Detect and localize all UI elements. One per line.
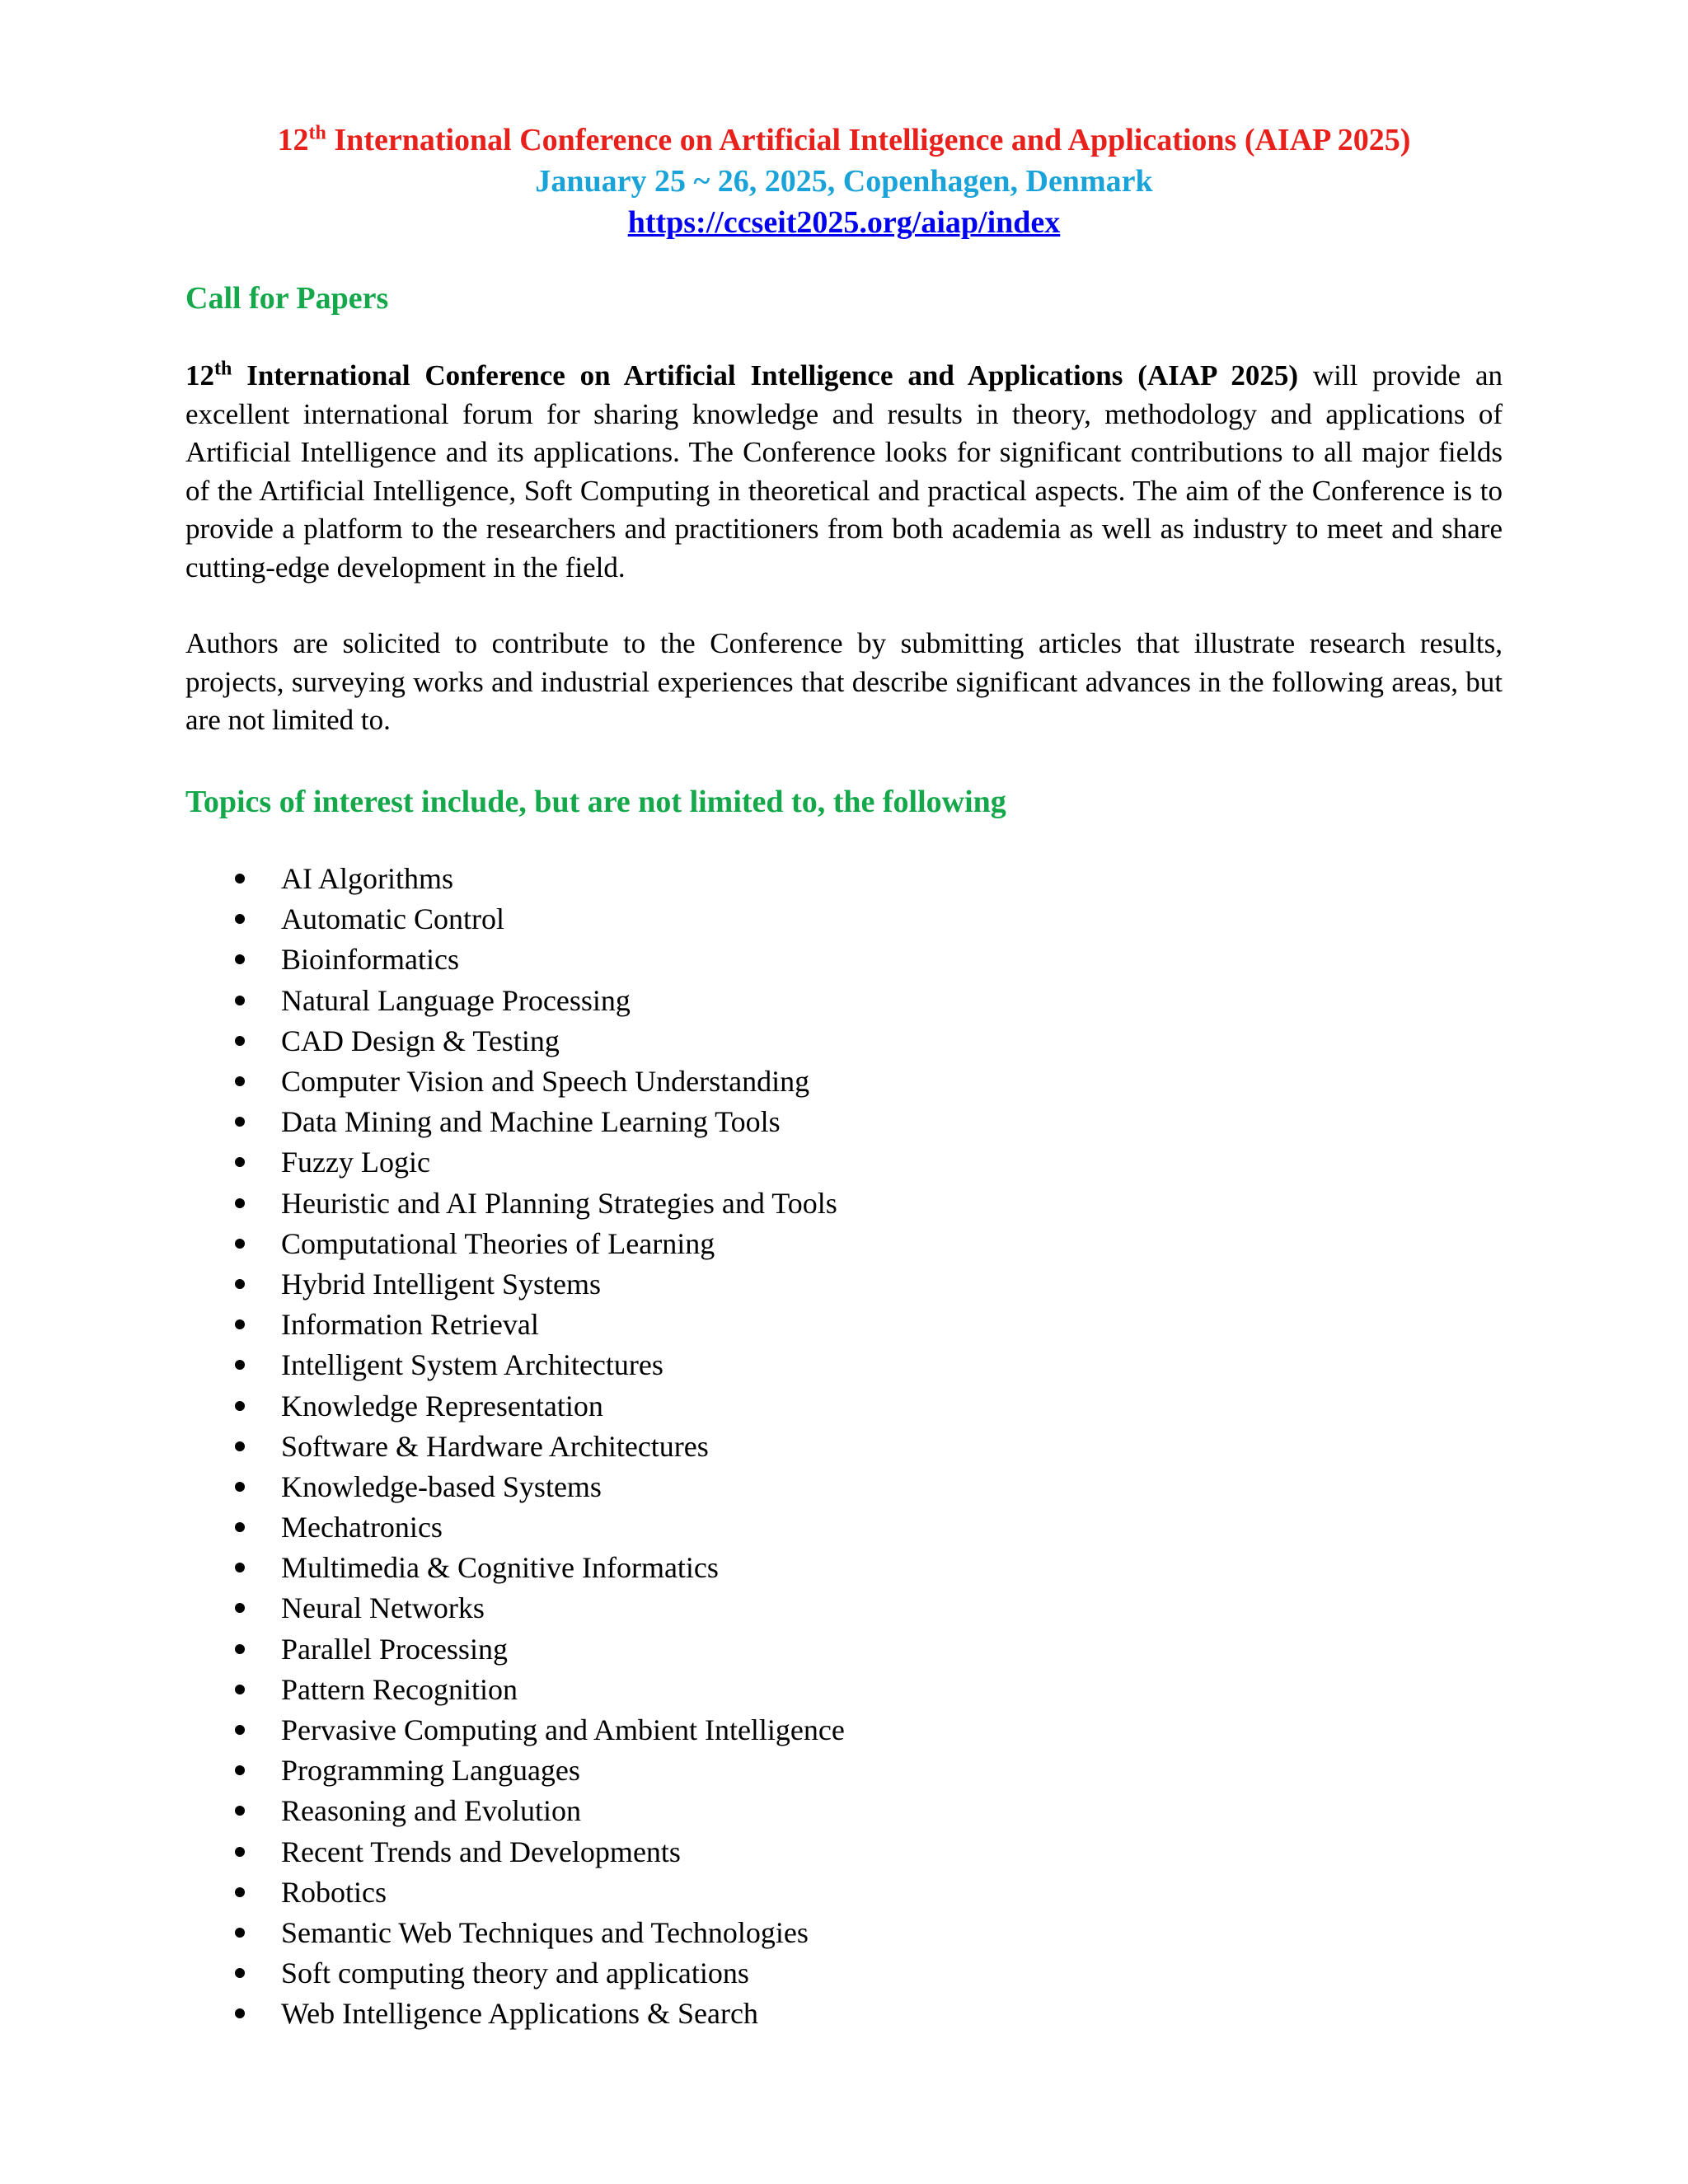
- bullet-icon: [235, 1441, 245, 1451]
- topic-label: Hybrid Intelligent Systems: [281, 1267, 601, 1301]
- list-item: [185, 1263, 1503, 1304]
- list-item: [185, 1548, 1503, 1588]
- list-item: [185, 1791, 1503, 1831]
- bullet-icon: [235, 1644, 245, 1654]
- title-ordinal-suffix: th: [308, 122, 326, 144]
- topic-label: Semantic Web Techniques and Technologies: [281, 1915, 809, 1949]
- topic-label: Reasoning and Evolution: [281, 1794, 581, 1828]
- topic-label: Programming Languages: [281, 1754, 580, 1788]
- bullet-icon: [235, 914, 245, 924]
- bullet-icon: [235, 1198, 245, 1208]
- topic-label: Robotics: [281, 1875, 387, 1909]
- bullet-icon: [235, 1887, 245, 1897]
- bullet-icon: [235, 1401, 245, 1411]
- intro-bold-text: International Conference on Artificial Intelligence and Applications (AIAP 2025): [232, 359, 1299, 391]
- bullet-icon: [235, 1685, 245, 1694]
- topic-label: Computer Vision and Speech Understanding: [281, 1065, 810, 1099]
- call-for-papers-heading: Call for Papers: [185, 281, 389, 316]
- topic-label: Pervasive Computing and Ambient Intelligence: [281, 1713, 845, 1747]
- topic-label: Pattern Recognition: [281, 1672, 518, 1706]
- intro-paragraph: [185, 357, 1503, 587]
- list-item: [185, 1588, 1503, 1629]
- list-item: [185, 1385, 1503, 1426]
- topics-list: [185, 859, 1503, 2034]
- topic-label: Fuzzy Logic: [281, 1146, 430, 1179]
- conference-title: [185, 120, 1503, 161]
- topic-label: Intelligent System Architectures: [281, 1348, 663, 1382]
- conference-url-link[interactable]: https://ccseit2025.org/aiap/index: [627, 205, 1061, 240]
- bullet-icon: [235, 1036, 245, 1046]
- bullet-icon: [235, 1239, 245, 1249]
- list-item: [185, 1709, 1503, 1750]
- topic-label: CAD Design & Testing: [281, 1024, 560, 1057]
- bullet-icon: [235, 1117, 245, 1127]
- list-item: [185, 1345, 1503, 1385]
- list-item: [185, 1102, 1503, 1142]
- bullet-icon: [235, 874, 245, 883]
- list-item: [185, 1912, 1503, 1952]
- bullet-icon: [235, 1360, 245, 1370]
- topics-heading: Topics of interest include, but are not limited to, the following: [185, 784, 1006, 819]
- topic-label: Natural Language Processing: [281, 983, 631, 1017]
- list-item: [185, 859, 1503, 899]
- list-item: [185, 1669, 1503, 1709]
- list-item: [185, 1020, 1503, 1061]
- topic-label: Bioinformatics: [281, 943, 459, 977]
- topic-label: Information Retrieval: [281, 1308, 539, 1342]
- list-item: [185, 1507, 1503, 1548]
- bullet-icon: [235, 1765, 245, 1775]
- bullet-icon: [235, 1928, 245, 1938]
- list-item: [185, 1953, 1503, 1994]
- intro-body-text: will provide an excellent international forum for sharing knowledge and results in theory, methodology and applications of Artificial Intelligence and its applications. The Conference looks for significant contributions to all major fields of the Artificial Intelligence, Soft Computing in theoretical and practical aspects. The aim of the Conference is to provide a platform to the researchers and practitioners from both academia as well as industry to meet and share cutting-edge development in the field.: [185, 359, 1503, 583]
- list-item: [185, 1629, 1503, 1669]
- conference-date-location: January 25 ~ 26, 2025, Copenhagen, Denmark: [535, 164, 1153, 199]
- topic-label: Heuristic and AI Planning Strategies and Tools: [281, 1186, 837, 1220]
- topic-label: Data Mining and Machine Learning Tools: [281, 1105, 781, 1139]
- topic-label: Parallel Processing: [281, 1632, 508, 1666]
- topic-label: Software & Hardware Architectures: [281, 1429, 709, 1463]
- list-item: [185, 899, 1503, 940]
- list-item: [185, 940, 1503, 980]
- intro-number: 12: [185, 359, 214, 391]
- list-item: [185, 1223, 1503, 1263]
- list-item: [185, 1750, 1503, 1791]
- title-number: 12: [277, 123, 309, 157]
- intro-conference-name: [185, 359, 1298, 391]
- bullet-icon: [235, 954, 245, 964]
- conference-header: [185, 120, 1503, 243]
- title-text: International Conference on Artificial Intelligence and Applications (AIAP 2025): [326, 123, 1411, 157]
- list-item: [185, 1994, 1503, 2034]
- list-item: [185, 1061, 1503, 1101]
- topic-label: Automatic Control: [281, 902, 504, 936]
- authors-paragraph: Authors are solicited to contribute to the Conference by submitting articles that illustrate research results, projects, surveying works and industrial experiences that describe significant advances in the following areas, but are not limited to.: [185, 627, 1503, 736]
- list-item: [185, 1831, 1503, 1872]
- list-item: [185, 1466, 1503, 1507]
- bullet-icon: [235, 1157, 245, 1167]
- bullet-icon: [235, 1603, 245, 1613]
- list-item: [185, 1183, 1503, 1223]
- topic-label: Recent Trends and Developments: [281, 1835, 681, 1868]
- topic-label: Multimedia & Cognitive Informatics: [281, 1551, 719, 1585]
- topic-label: Soft computing theory and applications: [281, 1957, 749, 1990]
- intro-ordinal-suffix: th: [214, 358, 232, 380]
- list-item: [185, 980, 1503, 1020]
- bullet-icon: [235, 1482, 245, 1492]
- list-item: [185, 1142, 1503, 1183]
- bullet-icon: [235, 1847, 245, 1857]
- topic-label: AI Algorithms: [281, 862, 454, 896]
- bullet-icon: [235, 1968, 245, 1978]
- bullet-icon: [235, 996, 245, 1005]
- list-item: [185, 1305, 1503, 1345]
- list-item: [185, 1426, 1503, 1466]
- bullet-icon: [235, 1806, 245, 1816]
- topic-label: Knowledge Representation: [281, 1389, 603, 1422]
- bullet-icon: [235, 1563, 245, 1572]
- bullet-icon: [235, 1319, 245, 1329]
- topic-label: Knowledge-based Systems: [281, 1469, 602, 1503]
- bullet-icon: [235, 1522, 245, 1532]
- topic-label: Mechatronics: [281, 1511, 443, 1544]
- bullet-icon: [235, 1725, 245, 1735]
- list-item: [185, 1872, 1503, 1912]
- bullet-icon: [235, 1076, 245, 1086]
- topic-label: Computational Theories of Learning: [281, 1226, 715, 1260]
- topic-label: Web Intelligence Applications & Search: [281, 1997, 758, 2031]
- bullet-icon: [235, 1279, 245, 1289]
- topic-label: Neural Networks: [281, 1591, 485, 1625]
- bullet-icon: [235, 2008, 245, 2018]
